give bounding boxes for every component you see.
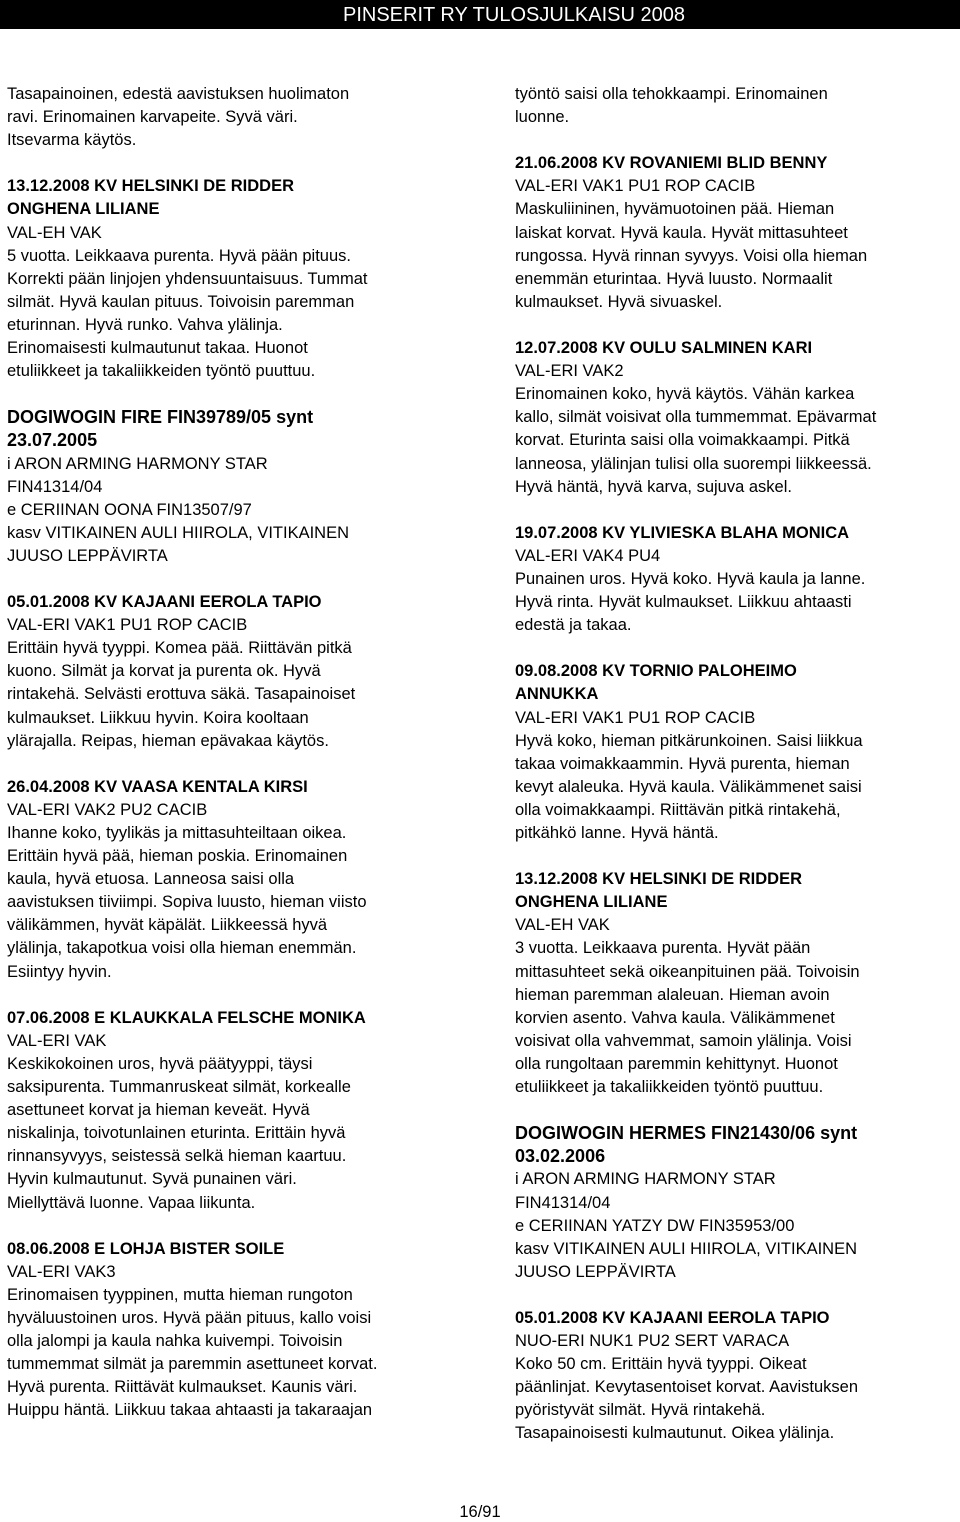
show-result-entry [515,337,955,499]
entry-critique-line: Hyvä rinta. Hyvät kulmaukset. Liikkuu ahtaasti [515,593,852,612]
entry-critique-line: asettuneet korvat ja hieman keveät. Hyvä [7,1101,310,1120]
entry-heading: ONGHENA LILIANE [7,200,160,219]
entry-critique-line: Erinomainen koko, hyvä käytös. Vähän karkea [515,385,855,404]
entry-critique-line: pyöristyvät silmät. Hyvä rintakehä. [515,1401,766,1420]
entry-critique-line: Erittäin hyvä pää, hieman poskia. Erinomainen [7,847,348,866]
header-bar [0,0,960,29]
continued-text-line: luonne. [515,108,570,127]
entry-award: VAL-ERI VAK2 [515,362,624,381]
dog-pedigree-line: e CERIINAN YATZY DW FIN35953/00 [515,1216,795,1235]
show-result-entry [515,522,955,637]
entry-critique-line: kulmaukset. Liikkuu hyvin. Koira kooltaan [7,708,309,727]
entry-critique-line: Hyvä häntä, hyvä karva, sujuva askel. [515,477,792,496]
show-result-entry [7,175,492,383]
entry-critique-line: rungossa. Hyvä rinnan syvyys. Voisi olla hieman [515,246,868,265]
entry-critique-line: Punainen uros. Hyvä koko. Hyvä kaula ja lanne. [515,569,866,588]
entry-critique-line: voisivat olla vahvemmat, samoin ylälinja. Voisi [515,1031,852,1050]
dog-pedigree-line: i ARON ARMING HARMONY STAR [515,1170,776,1189]
entry-heading: 13.12.2008 KV HELSINKI DE RIDDER [515,870,803,889]
entry-critique-line: rinnansyvyys, seistessä selkä hieman kaartuu. [7,1147,347,1166]
show-result-entry [515,1307,955,1446]
entry-critique-line: Erittäin hyvä tyyppi. Komea pää. Riittävän pitkä [7,639,352,658]
entry-critique-line: enemmän eturintaa. Hyvä luusto. Normaalit [515,269,833,288]
entry-critique-line: kaula, hyvä etuosa. Lanneosa saisi olla [7,870,295,889]
dog-name: DOGIWOGIN FIRE FIN39789/05 synt [7,407,314,428]
entry-critique-line: Hyvin kulmautunut. Syvä punainen väri. [7,1170,297,1189]
dog-name: 03.02.2006 [515,1146,606,1167]
entry-critique-line: Tasapainoisesti kulmautunut. Oikea ylälinja. [515,1424,835,1443]
dog-pedigree-line: FIN41314/04 [7,477,103,496]
entry-critique-line: kulmaukset. Hyvä sivuaskel. [515,292,723,311]
show-result-entry [7,776,492,984]
right-column [515,83,955,1469]
entry-critique-line: takaa voimakkaammin. Hyvä purenta, hieman [515,754,850,773]
dog-pedigree-line: e CERIINAN OONA FIN13507/97 [7,500,252,519]
continued-text-line: ravi. Erinomainen karvapeite. Syvä väri. [7,108,298,127]
entry-heading: 19.07.2008 KV YLIVIESKA BLAHA MONICA [515,523,850,542]
dog-record [515,1122,955,1284]
continued-text-line: Tasapainoinen, edestä aavistuksen huolimaton [7,85,350,103]
entry-heading: 08.06.2008 E LOHJA BISTER SOILE [7,1239,285,1258]
entry-critique-line: Ihanne koko, tyylikäs ja mittasuhteiltaan oikea. [7,824,347,842]
entry-critique-line: edestä ja takaa. [515,616,632,635]
entry-critique-line: välikämmen, hyvät käpälät. Liikkeessä hyvä [7,916,328,935]
entry-critique-line: Erinomaisesti kulmautunut takaa. Huonot [7,339,308,358]
entry-award: VAL-ERI VAK [7,1031,107,1050]
entry-award: VAL-EH VAK [515,916,610,935]
entry-critique-line: 3 vuotta. Leikkaava purenta. Hyvät pään [515,939,811,958]
entry-heading: 12.07.2008 KV OULU SALMINEN KARI [515,339,813,358]
show-result-entry [7,591,492,753]
entry-critique-line: Huippu häntä. Liikkuu takaa ahtaasti ja takaraajan [7,1401,373,1420]
publication-title: PINSERIT RY TULOSJULKAISU 2008 [342,4,685,26]
entry-critique-line: olla jalompi ja kaula nahka kuivempi. Toivoisin [7,1332,343,1351]
dog-record [7,406,492,568]
entry-critique-line: saksipurenta. Tummanruskeat silmät, korkealle [7,1078,351,1097]
entry-critique-line: aavistuksen tiiviimpi. Sopiva luusto, hieman viisto [7,893,367,912]
entry-award: VAL-EH VAK [7,223,102,242]
entry-critique-line: hieman paremman alaleuan. Hieman avoin [515,985,830,1004]
entry-heading: 05.01.2008 KV KAJAANI EEROLA TAPIO [515,1308,830,1327]
show-result-entry [515,152,955,314]
entry-critique-line: korvat. Eturinta saisi olla voimakkaampi. Pitkä [515,431,850,450]
dog-pedigree-line: kasv VITIKAINEN AULI HIIROLA, VITIKAINEN [7,523,350,542]
entry-award: NUO-ERI NUK1 PU2 SERT VARACA [515,1332,790,1351]
entry-heading: 09.08.2008 KV TORNIO PALOHEIMO [515,662,797,681]
entry-heading: ANNUKKA [515,685,599,704]
entry-critique-line: kevyt alaleuka. Hyvä kaula. Välikämmenet saisi [515,777,862,796]
dog-pedigree-line: JUUSO LEPPÄVIRTA [515,1262,676,1281]
entry-award: VAL-ERI VAK1 PU1 ROP CACIB [7,616,248,635]
entry-critique-line: olla voimakkaampi. Riittävän pitkä rintakehä, [515,800,841,819]
continued-text [7,83,492,152]
show-result-entry [515,868,955,1099]
entry-award: VAL-ERI VAK1 PU1 ROP CACIB [515,177,756,196]
entry-critique-line: niskalinja, toivotunlainen eturinta. Erittäin hyvä [7,1124,346,1143]
entry-critique-line: Hyvä koko, hieman pitkärunkoinen. Saisi liikkua [515,731,863,750]
entry-critique-line: laiskat korvat. Hyvä kaula. Hyvät mittasuhteet [515,223,848,242]
show-result-entry [7,1007,492,1215]
entry-award: VAL-ERI VAK4 PU4 [515,546,661,565]
page-number: 16/91 [459,1503,501,1521]
dog-name: DOGIWOGIN HERMES FIN21430/06 synt [515,1123,858,1144]
entry-critique-line: rintakehä. Selvästi erottuva säkä. Tasapainoiset [7,685,356,704]
entry-critique-line: kallo, silmät voisivat olla tummemmat. Epävarmat [515,408,877,427]
entry-heading: 13.12.2008 KV HELSINKI DE RIDDER [7,177,295,196]
dog-name: 23.07.2005 [7,430,98,451]
entry-critique-line: ylärajalla. Reipas, hieman epävakaa käytös. [7,731,329,750]
entry-critique-line: Hyvä purenta. Riittävät kulmaukset. Kaunis väri. [7,1378,358,1397]
show-result-entry [7,1238,492,1423]
dog-pedigree-line: FIN41314/04 [515,1193,611,1212]
entry-heading: ONGHENA LILIANE [515,893,668,912]
entry-critique-line: ylälinja, takapotkua voisi olla hieman enemmän. [7,939,357,958]
entry-critique-line: Maskuliininen, hyvämuotoinen pää. Hieman [515,200,835,219]
continued-text [515,83,955,129]
entry-award: VAL-ERI VAK1 PU1 ROP CACIB [515,708,756,727]
entry-critique-line: tummemmat silmät ja paremmin asettuneet korvat. [7,1355,378,1374]
entry-critique-line: pitkähkö lanne. Hyvä häntä. [515,824,719,842]
entry-critique-line: korvien asento. Vahva kaula. Välikämmenet [515,1008,835,1027]
entry-heading: 07.06.2008 E KLAUKKALA FELSCHE MONIKA [7,1008,366,1027]
entry-critique-line: kuono. Silmät ja korvat ja purenta ok. Hyvä [7,662,321,681]
entry-critique-line: hyväluustoinen uros. Hyvä pään pituus, kallo voisi [7,1308,372,1327]
entry-critique-line: Keskikokoinen uros, hyvä päätyyppi, täysi [7,1054,313,1073]
entry-critique-line: Erinomaisen tyyppinen, mutta hieman rungoton [7,1285,353,1304]
entry-critique-line: etuliikkeet ja takaliikkeiden työntö puuttuu. [515,1078,824,1097]
continued-text-line: Itsevarma käytös. [7,131,137,150]
entry-critique-line: Miellyttävä luonne. Vapaa liikunta. [7,1193,256,1212]
dog-pedigree-line: JUUSO LEPPÄVIRTA [7,546,168,565]
entry-critique-line: eturinnan. Hyvä runko. Vahva ylälinja. [7,315,283,334]
entry-critique-line: Esiintyy hyvin. [7,962,112,981]
entry-critique-line: päänlinjat. Kevytasentoiset korvat. Aavistuksen [515,1378,859,1397]
entry-critique-line: olla rungoltaan paremmin kehittynyt. Huonot [515,1054,838,1073]
entry-critique-line: lanneosa, ylälinjan tulisi olla suorempi liikkeessä. [515,454,872,473]
entry-heading: 26.04.2008 KV VAASA KENTALA KIRSI [7,777,308,796]
entry-award: VAL-ERI VAK3 [7,1262,116,1281]
entry-critique-line: mittasuhteet sekä oikeanpituinen pää. Toivoisin [515,962,860,981]
entry-critique-line: Koko 50 cm. Erittäin hyvä tyyppi. Oikeat [515,1355,807,1374]
continued-text-line: työntö saisi olla tehokkaampi. Erinomainen [515,85,828,103]
entry-award: VAL-ERI VAK2 PU2 CACIB [7,800,208,819]
dog-pedigree-line: kasv VITIKAINEN AULI HIIROLA, VITIKAINEN [515,1239,858,1258]
entry-critique-line: etuliikkeet ja takaliikkeiden työntö puuttuu. [7,362,316,381]
dog-pedigree-line: i ARON ARMING HARMONY STAR [7,454,268,473]
entry-heading: 05.01.2008 KV KAJAANI EEROLA TAPIO [7,593,322,612]
entry-critique-line: 5 vuotta. Leikkaava purenta. Hyvä pään pituus. [7,246,351,265]
left-column [7,83,492,1446]
entry-critique-line: Korrekti pään linjojen yhdensuuntaisuus. Tummat [7,269,368,288]
entry-heading: 21.06.2008 KV ROVANIEMI BLID BENNY [515,154,828,173]
show-result-entry [515,660,955,845]
entry-critique-line: silmät. Hyvä kaulan pituus. Toivoisin paremman [7,292,355,311]
